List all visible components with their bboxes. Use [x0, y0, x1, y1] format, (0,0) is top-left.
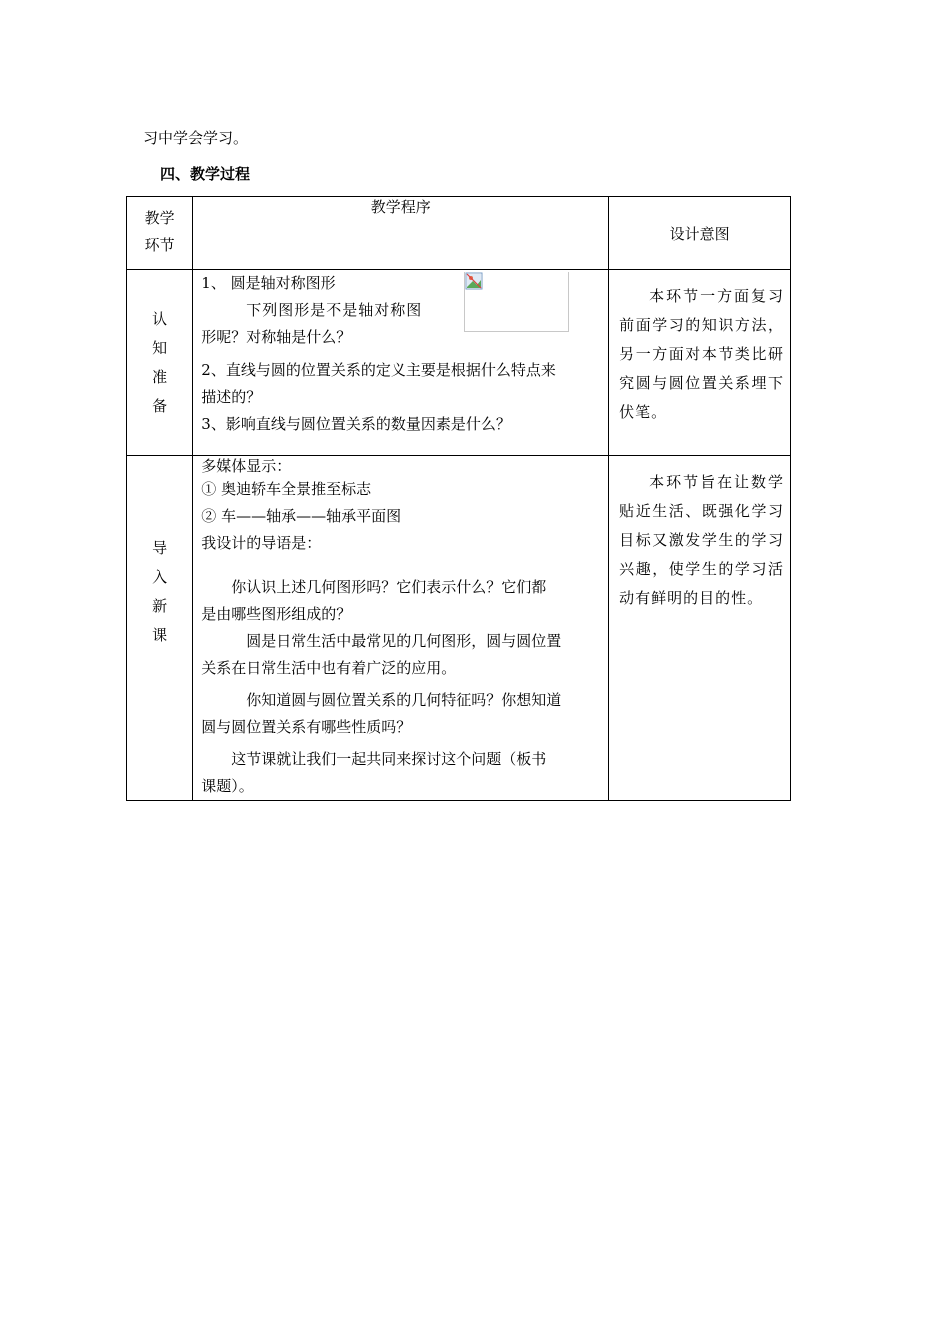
- header-stage-line2: 环节: [144, 236, 175, 254]
- stage-char: 认: [152, 309, 168, 328]
- header-stage: [127, 197, 193, 270]
- stage-char: 入: [152, 568, 168, 586]
- table-row: [127, 270, 791, 456]
- question-1-title: 1、 圆是轴对称图形: [201, 274, 336, 292]
- intent-cell-review: [609, 270, 791, 456]
- guide-label: 我设计的导语是：: [201, 534, 322, 552]
- header-stage-line1: 教学: [144, 209, 175, 227]
- procedure-cell-review: [193, 270, 609, 456]
- guide-paragraph-3-line2: 圆与圆位置关系有哪些性质吗？: [201, 718, 412, 736]
- stage-char: 知: [152, 338, 168, 357]
- stage-char: 导: [152, 539, 168, 557]
- header-procedure: 教学程序: [193, 197, 609, 270]
- intent-cell-intro: [609, 456, 791, 801]
- figure-placeholder: [464, 272, 569, 332]
- guide-paragraph-2-line1: 圆是日常生活中最常见的几何图形，圆与圆位置: [246, 632, 562, 650]
- guide-paragraph-1-line1: 你认识上述几何图形吗？它们表示什么？它们都: [231, 578, 547, 596]
- stage-cell-review: [127, 270, 193, 456]
- stage-char: 备: [152, 396, 168, 415]
- intent-text: 本环节一方面复习前面学习的知识方法，另一方面对本节类比研究圆与圆位置关系埋下伏笔。: [619, 287, 784, 421]
- question-1-line2: 形呢？对称轴是什么？: [201, 328, 352, 346]
- intro-tail-text: 习中学会学习。: [143, 129, 249, 147]
- question-2-line1: 2、直线与圆的位置关系的定义主要是根据什么特点来: [201, 361, 556, 379]
- table-header-row: [127, 197, 791, 270]
- header-intent: 设计意图: [609, 197, 791, 270]
- procedure-cell-intro: [193, 456, 609, 801]
- guide-paragraph-1-line2: 是由哪些图形组成的？: [201, 605, 352, 623]
- broken-image-icon: [465, 272, 483, 290]
- intent-text: 本环节旨在让数学贴近生活、既强化学习目标又激发学生的学习兴趣，使学生的学习活动有鲜明的目的性。: [619, 473, 784, 607]
- stage-cell-intro: [127, 456, 193, 801]
- section-title: 四、教学过程: [160, 165, 251, 183]
- stage-char: 课: [152, 626, 168, 644]
- guide-paragraph-2-line2: 关系在日常生活中也有着广泛的应用。: [201, 659, 457, 677]
- table-row: [127, 456, 791, 801]
- stage-char: 新: [152, 597, 168, 615]
- teaching-process-table: [126, 196, 791, 801]
- question-2-line2: 描述的？: [201, 388, 262, 406]
- media-label: 多媒体显示：: [201, 457, 292, 475]
- media-item-2: ② 车——轴承——轴承平面图: [201, 507, 402, 525]
- question-1-line1: 下列图形是不是轴对称图: [246, 301, 423, 319]
- stage-char: 准: [152, 367, 168, 386]
- guide-paragraph-4-line2: 课题）。: [201, 777, 254, 795]
- question-3: 3、影响直线与圆位置关系的数量因素是什么？: [201, 415, 511, 433]
- media-item-1: ① 奥迪轿车全景推至标志: [201, 480, 372, 498]
- guide-paragraph-4-line1: 这节课就让我们一起共同来探讨这个问题（板书: [231, 750, 547, 768]
- guide-paragraph-3-line1: 你知道圆与圆位置关系的几何特征吗？你想知道: [246, 691, 562, 709]
